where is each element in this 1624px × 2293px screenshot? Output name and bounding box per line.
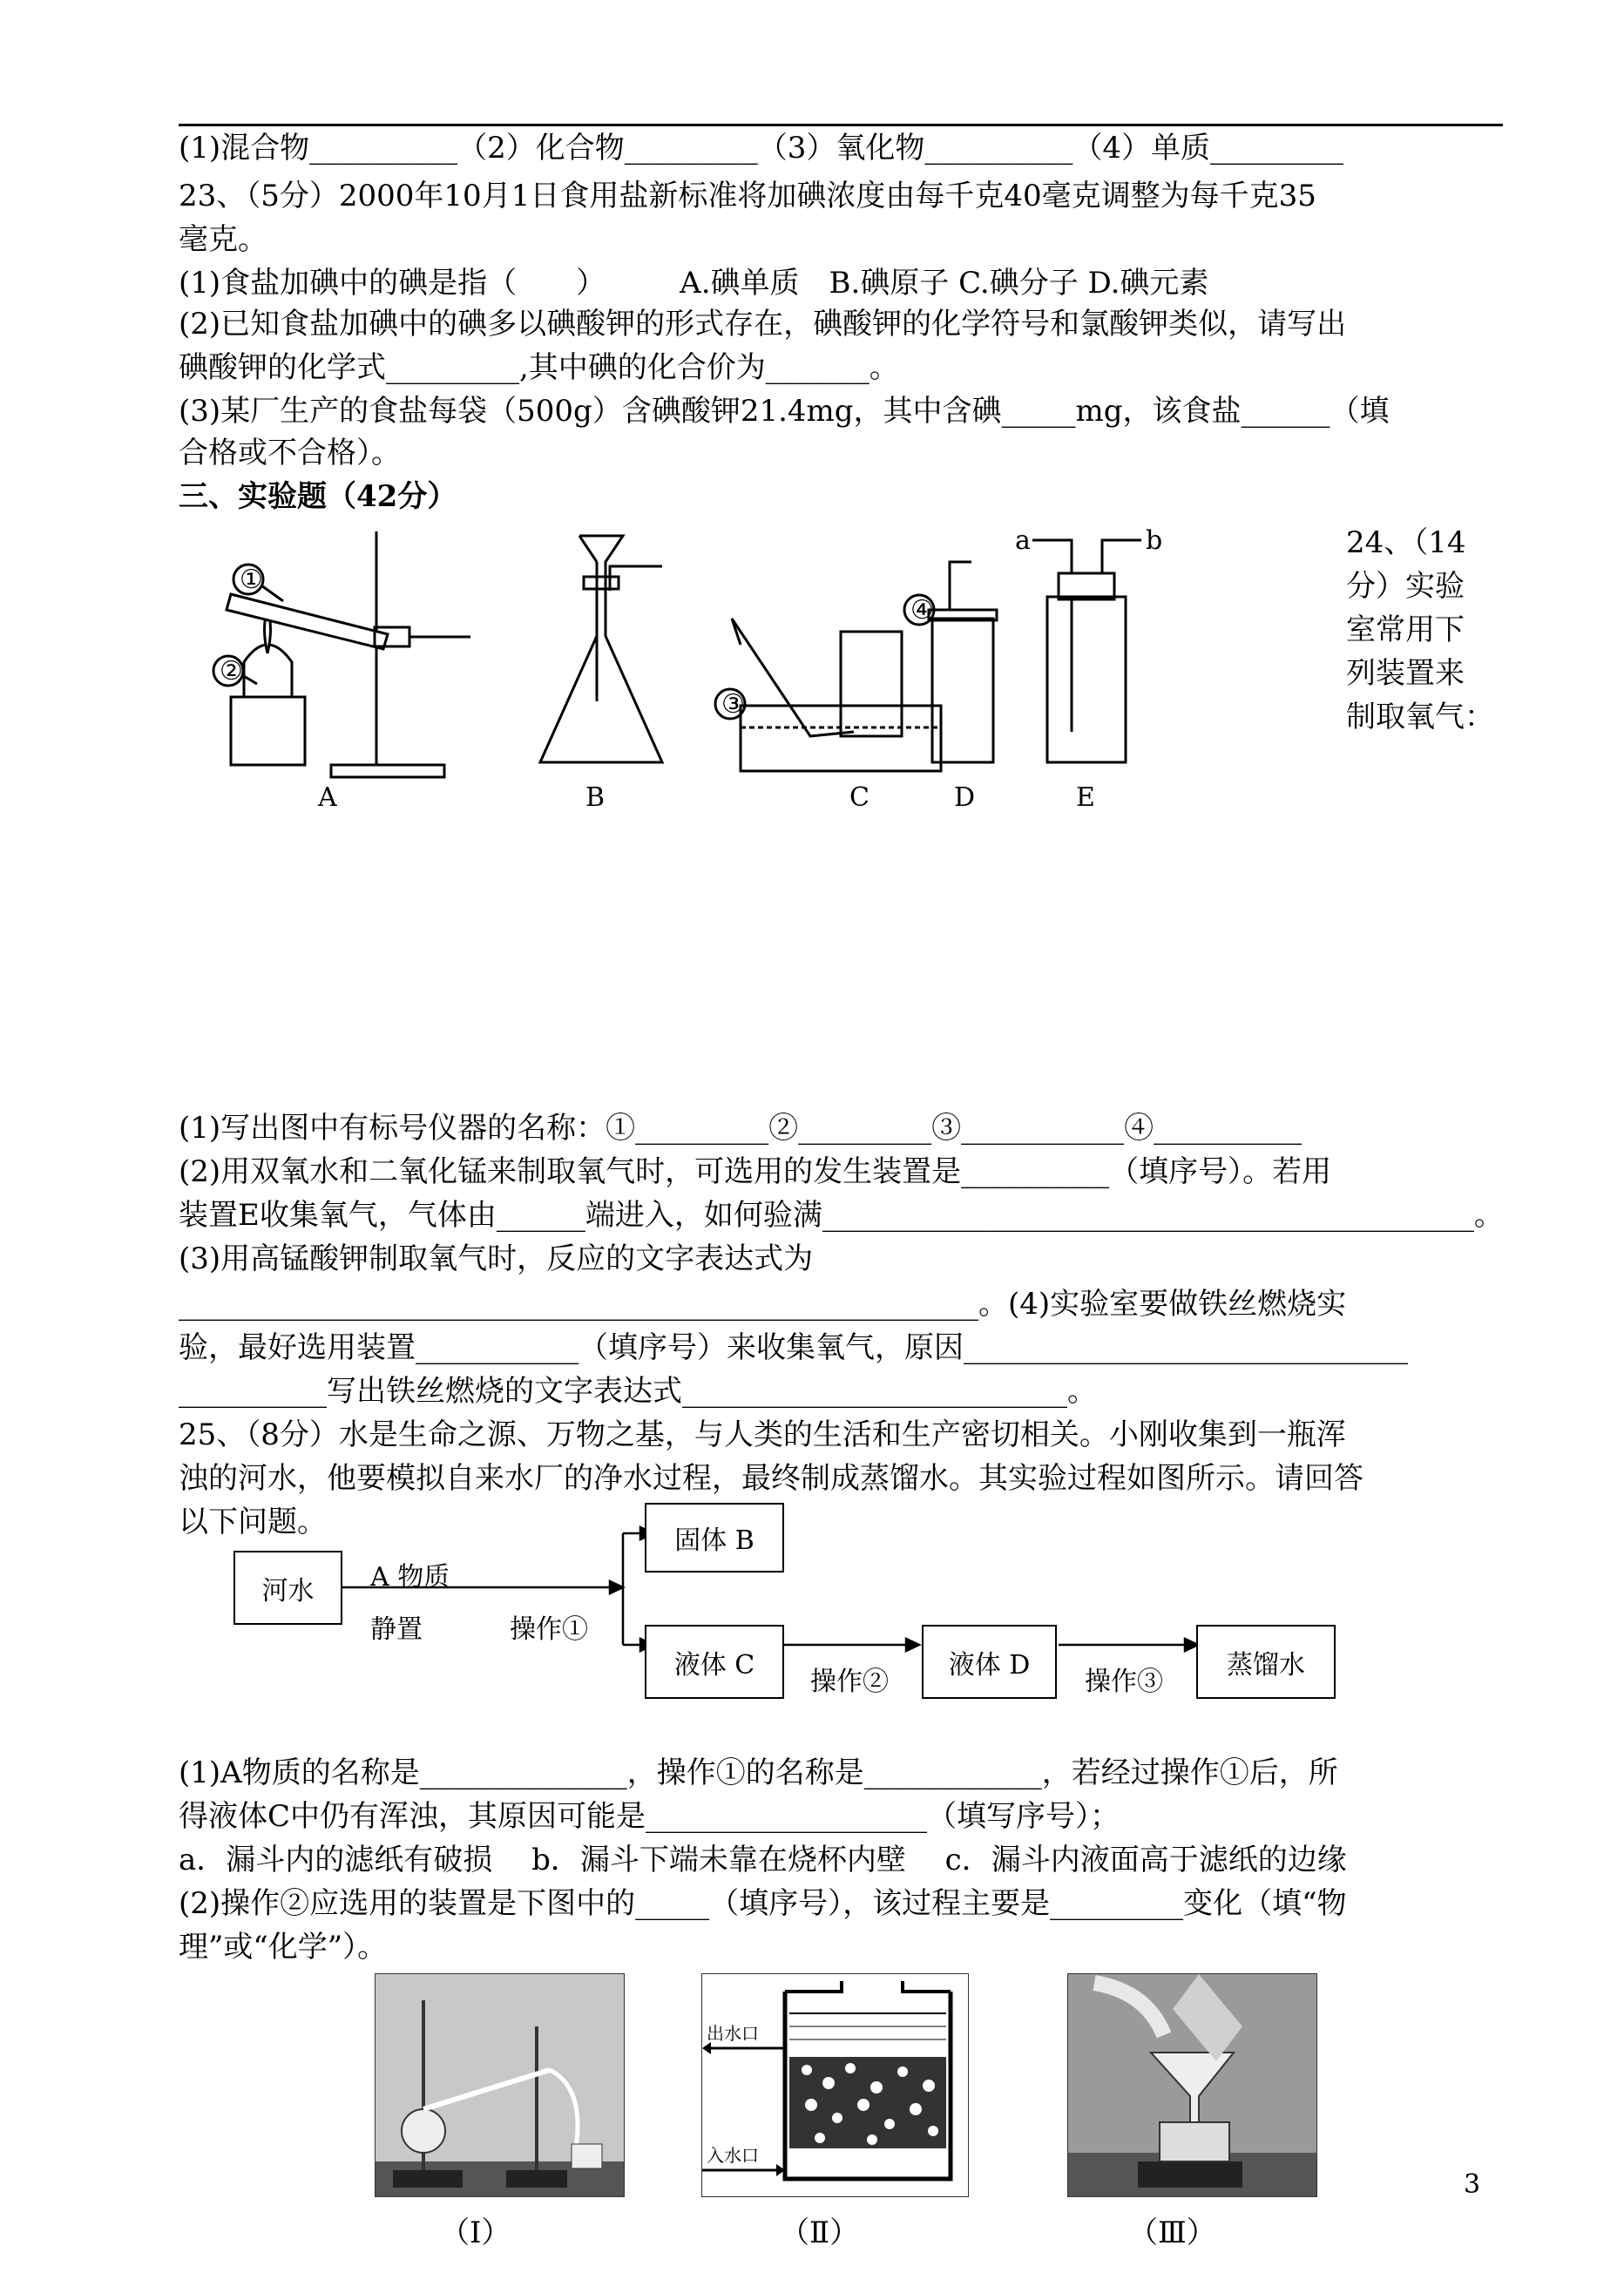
q23-stem-cont: 毫克。 — [179, 222, 267, 257]
header-rule — [179, 124, 1503, 126]
diagram-carbon-filter — [701, 1973, 969, 2197]
marker-1: ① — [240, 565, 263, 595]
caption-3: （Ⅲ） — [1128, 2215, 1216, 2250]
marker-2: ② — [220, 656, 243, 687]
q24-side-3: 室常用下 — [1346, 612, 1465, 647]
q25-part2-cont: 理”或“化学”）。 — [179, 1930, 388, 1965]
port-b-label: b — [1146, 525, 1163, 556]
q25-stem: 25、（8分）水是生命之源、万物之基，与人类的生活和生产密切相关。小刚收集到一瓶浑 — [179, 1417, 1346, 1452]
q22-blanks: (1)混合物__________（2）化合物_________（3）氧化物__________（4）单质_________ — [179, 131, 1344, 166]
page-number: 3 — [1464, 2169, 1481, 2200]
q24-part4-cont: __________写出铁丝燃烧的文字表达式__________________________。 — [179, 1374, 1097, 1409]
q23-part2: (2)已知食盐加碘中的碘多以碘酸钾的形式存在，碘酸钾的化学符号和氯酸钾类似，请写出 — [179, 307, 1347, 342]
flow-op3: 操作③ — [1085, 1667, 1163, 1697]
q23-stem: 23、（5分）2000年10月1日食用盐新标准将加碘浓度由每千克40毫克调整为每千克35 — [179, 179, 1316, 213]
flow-op1: 操作① — [510, 1614, 588, 1645]
q24-part3-cont: ______________________________________________________。(4)实验室要做铁丝燃烧实 — [179, 1287, 1347, 1322]
caption-2: （Ⅱ） — [780, 2215, 860, 2250]
port-a-label: a — [1015, 525, 1031, 556]
q25-part1-cont: 得液体C中仍有浑浊，其原因可能是___________________（填写序号）； — [179, 1799, 1120, 1834]
inlet-label: 入水口 — [707, 2145, 759, 2166]
flow-op2: 操作② — [810, 1667, 889, 1697]
q24-side-4: 列装置来 — [1346, 656, 1465, 691]
liquid-d-box: 液体 D — [922, 1625, 1057, 1699]
marker-3: ③ — [721, 689, 745, 720]
label-e: E — [1076, 782, 1095, 810]
q25-stem-end: 以下问题。 — [179, 1505, 327, 1539]
distilled-water-box: 蒸馏水 — [1196, 1625, 1336, 1699]
flow-settle: 静置 — [370, 1614, 423, 1645]
q25-options: a．漏斗内的滤纸有破损 b．漏斗下端未靠在烧杯内壁 c．漏斗内液面高于滤纸的边缘 — [179, 1843, 1347, 1877]
q24-part3: (3)用高锰酸钾制取氧气时，反应的文字表达式为 — [179, 1241, 814, 1276]
caption-1: （Ⅰ） — [440, 2215, 511, 2250]
label-b: B — [585, 782, 606, 810]
q24-side-1: 24、（14 — [1346, 525, 1466, 560]
q25-part1: (1)A物质的名称是______________，操作①的名称是____________，若经过操作①后，所 — [179, 1755, 1338, 1790]
q23-part1: (1)食盐加碘中的碘是指（ ） A.碘单质 B.碘原子 C.碘分子 D.碘元素 — [179, 266, 1209, 301]
q23-part3-cont: 合格或不合格）。 — [179, 436, 401, 470]
q24-part1: (1)写出图中有标号仪器的名称：①_________②_________③___________④__________ — [179, 1111, 1303, 1146]
q23-part2-cont: 碘酸钾的化学式_________,其中碘的化合价为_______。 — [179, 350, 899, 385]
flow-a-substance: A 物质 — [370, 1562, 450, 1593]
q23-part3: (3)某厂生产的食盐每袋（500g）含碘酸钾21.4mg，其中含碘_____mg，该食盐______（填 — [179, 394, 1390, 429]
marker-4: ④ — [910, 595, 934, 626]
outlet-label: 出水口 — [707, 2023, 759, 2044]
label-c: C — [849, 782, 870, 810]
river-water-box: 河水 — [233, 1551, 342, 1625]
q25-stem-cont: 浊的河水，他要模拟自来水厂的净水过程，最终制成蒸馏水。其实验过程如图所示。请回答 — [179, 1461, 1363, 1496]
photo-distillation — [375, 1973, 625, 2197]
q25-part2: (2)操作②应选用的装置是下图中的_____（填序号），该过程主要是_________变化（填“物 — [179, 1886, 1347, 1921]
photo-filtration — [1067, 1973, 1317, 2197]
liquid-c-box: 液体 C — [645, 1625, 784, 1699]
label-a: A — [318, 782, 337, 810]
section-heading: 三、实验题（42分） — [179, 479, 457, 514]
q24-part2-cont: 装置E收集氧气，气体由______端进入，如何验满____________________________________________。 — [179, 1198, 1504, 1233]
label-d: D — [954, 782, 976, 810]
q24-part4: 验，最好选用装置___________（填序号）来收集氧气，原因______________________________ — [179, 1330, 1408, 1365]
q24-side-2: 分）实验 — [1346, 569, 1465, 604]
solid-b-box: 固体 B — [645, 1503, 784, 1573]
apparatus-figure — [209, 523, 1342, 810]
q24-part2: (2)用双氧水和二氧化锰来制取氧气时，可选用的发生装置是__________（填序号）。若用 — [179, 1154, 1332, 1189]
q24-side-5: 制取氧气： — [1346, 700, 1494, 734]
